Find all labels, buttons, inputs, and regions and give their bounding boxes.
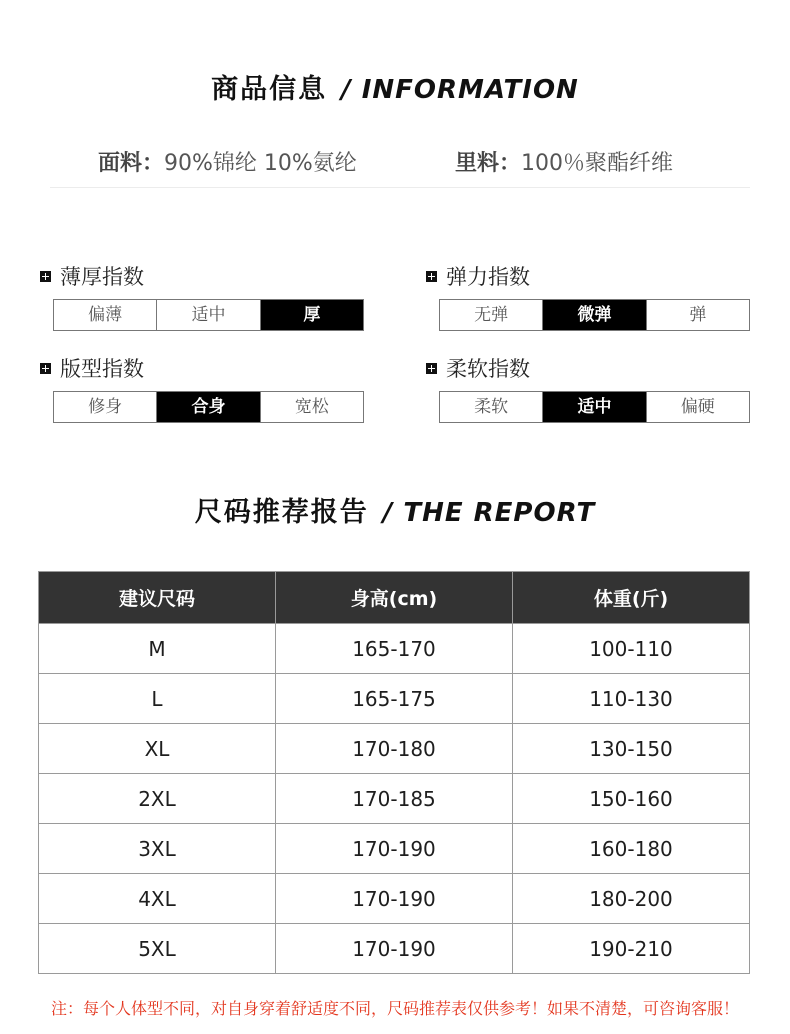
thickness-option: 偏薄 [54,300,157,330]
weight-cell: 150-160 [513,774,750,824]
table-row [39,824,750,874]
softness-index-title: 柔软指数 [446,357,530,381]
table-row [39,674,750,724]
weight-cell: 110-130 [513,674,750,724]
elasticity-index-heading [426,263,530,291]
table-header-row [39,572,750,624]
report-title-en: / THE REPORT [382,498,596,528]
thickness-index-title: 薄厚指数 [60,265,144,289]
softness-option: 适中 [543,392,646,422]
softness-option: 偏硬 [680,397,715,417]
thickness-option: 厚 [261,300,363,330]
header-weight: 体重(斤) [513,572,750,624]
height-cell: 165-170 [276,624,513,674]
information-title [0,70,790,110]
thickness-index-scale [53,299,364,331]
height-cell: 170-190 [276,924,513,974]
height-cell: 170-190 [276,874,513,924]
information-title-cn: 商品信息 [211,74,328,105]
plus-square-icon [426,363,437,374]
size-cell: 4XL [39,874,276,924]
fit-option: 宽松 [294,397,329,417]
weight-cell: 130-150 [513,724,750,774]
elasticity-option: 无弹 [440,300,543,330]
fabric-label: 面料： [98,151,165,176]
lining-value: 100％聚酯纤维 [521,151,674,176]
size-cell: 5XL [39,924,276,974]
fabric-info [98,146,357,182]
info-divider [50,187,750,188]
plus-square-icon [40,271,51,282]
elasticity-index-title: 弹力指数 [446,265,530,289]
thickness-option: 适中 [157,300,260,330]
weight-cell: 190-210 [513,924,750,974]
fit-index-heading [40,355,144,383]
information-title-en: / INFORMATION [341,75,579,105]
fit-option: 修身 [54,392,157,422]
header-size: 建议尺码 [39,572,276,624]
size-table [38,571,750,974]
weight-cell: 100-110 [513,624,750,674]
lining-info [455,146,673,182]
elasticity-index-scale [439,299,750,331]
fabric-value: 90%锦纶 10%氨纶 [164,151,357,176]
table-row [39,874,750,924]
size-cell: L [39,674,276,724]
height-cell: 170-185 [276,774,513,824]
plus-square-icon [40,363,51,374]
softness-index-heading [426,355,530,383]
height-cell: 170-190 [276,824,513,874]
size-cell: 3XL [39,824,276,874]
softness-option: 柔软 [440,392,543,422]
size-cell: 2XL [39,774,276,824]
table-row [39,774,750,824]
header-height: 身高(cm) [276,572,513,624]
fit-option: 合身 [157,392,260,422]
thickness-index-heading [40,263,144,291]
size-disclaimer-note: 注：每个人体型不同，对自身穿着舒适度不同，尺码推荐表仅供参考！如果不清楚，可咨询客服！ [50,999,739,1018]
weight-cell: 180-200 [513,874,750,924]
weight-cell: 160-180 [513,824,750,874]
plus-square-icon [426,271,437,282]
size-cell: M [39,624,276,674]
elasticity-option: 弹 [689,305,707,325]
elasticity-option: 微弹 [543,300,646,330]
report-title [0,493,790,533]
size-cell: XL [39,724,276,774]
height-cell: 165-175 [276,674,513,724]
table-row [39,624,750,674]
report-title-cn: 尺码推荐报告 [194,497,369,528]
fit-index-title: 版型指数 [60,357,144,381]
lining-label: 里料： [455,151,522,176]
softness-index-scale [439,391,750,423]
height-cell: 170-180 [276,724,513,774]
table-row [39,724,750,774]
table-row [39,924,750,974]
fit-index-scale [53,391,364,423]
